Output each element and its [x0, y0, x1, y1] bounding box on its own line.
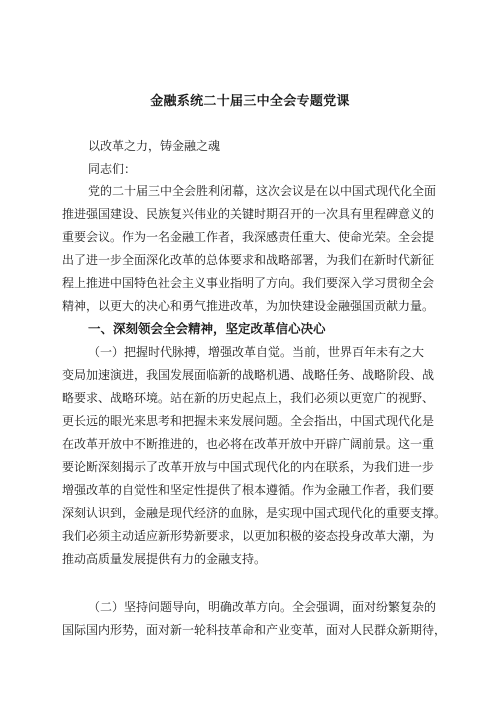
- paragraph-line: 更长远的眼光来思考和把握未来发展问题。全会指出，中国式现代化是: [62, 414, 435, 428]
- intro-line: 推进强国建设、民族复兴伟业的关键时期召开的一次具有里程碑意义的: [62, 207, 435, 221]
- paragraph-line: 深刻认识到，金融是现代经济的血脉，是实现中国式现代化的重要支撑。: [62, 506, 447, 520]
- intro-line: 精神，以更大的决心和勇气推进改革，为加快建设金融强国贡献力量。: [62, 299, 435, 313]
- paragraph-line: 略要求、战略环境。站在新的历史起点上，我们必须以更宽广的视野、: [62, 391, 435, 405]
- paragraph-line: （一）把握时代脉搏，增强改革自觉。当前，世界百年未有之大: [88, 345, 425, 359]
- document-title: 金融系统二十届三中全会专题党课: [150, 94, 350, 109]
- paragraph-line: 国际国内形势，面对新一轮科技革命和产业变革，面对人民群众新期待，: [62, 623, 447, 637]
- paragraph-line: （二）坚持问题导向，明确改革方向。全会强调，面对纷繁复杂的: [88, 600, 437, 614]
- intro-line: 重要会议。作为一名金融工作者，我深感责任重大、使命光荣。全会提: [62, 230, 435, 244]
- paragraph-line: 推动高质量发展提供有力的金融支持。: [62, 552, 267, 566]
- paragraph-line: 变局加速演进，我国发展面临新的战略机遇、战略任务、战略阶段、战: [62, 368, 435, 382]
- paragraph-line: 我们必须主动适应新形势新要求，以更加积极的姿态投身改革大潮，为: [62, 529, 435, 543]
- salutation: 同志们：: [88, 162, 137, 176]
- intro-line: 党的二十届三中全会胜利闭幕，这次会议是在以中国式现代化全面: [88, 184, 437, 198]
- section-heading: 一、深刻领会全会精神，坚定改革信心决心: [88, 322, 326, 336]
- paragraph-line: 增强改革的自觉性和坚定性提供了根本遵循。作为金融工作者，我们要: [62, 483, 435, 497]
- paragraph-line: 要论断深刻揭示了改革开放与中国式现代化的内在联系，为我们进一步: [62, 460, 435, 474]
- intro-line: 程上推进中国特色社会主义事业指明了方向。我们要深入学习贯彻全会: [62, 276, 435, 290]
- paragraph-line: 在改革开放中不断推进的，也必将在改革开放中开辟广阔前景。这一重: [62, 437, 435, 451]
- intro-line: 出了进一步全面深化改革的总体要求和战略部署，为我们在新时代新征: [62, 253, 435, 267]
- document-subtitle: 以改革之力，铸金融之魂: [88, 139, 221, 153]
